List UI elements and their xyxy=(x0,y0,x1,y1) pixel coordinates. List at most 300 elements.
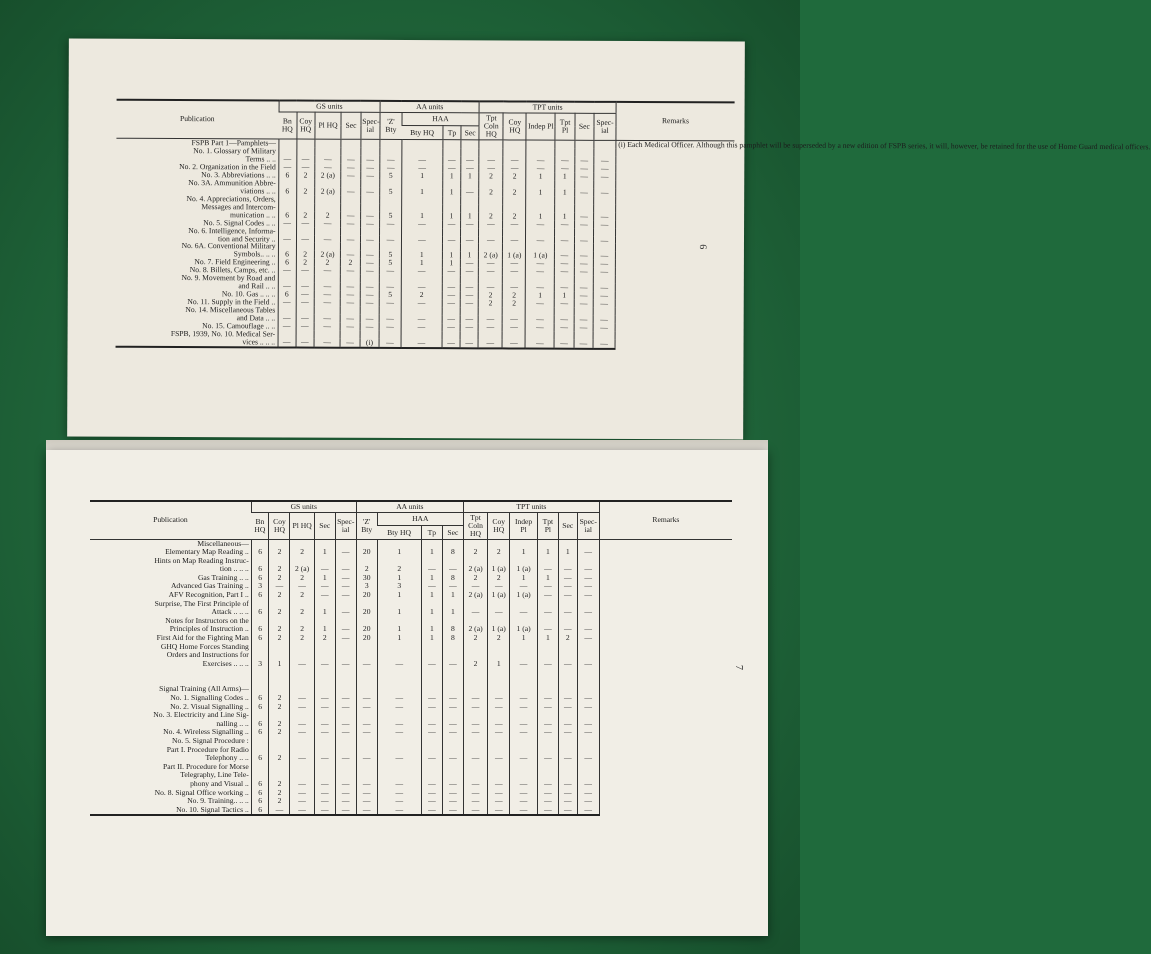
cell-value: — xyxy=(341,187,360,195)
remarks-cell: (i) Each Medical Officer. Although this pamphlet will be superseded by a new edition of FSPB series, it will, however, be retained for the use of Home Guard medical officers. xyxy=(615,140,735,349)
cell-value: 5 xyxy=(380,188,402,196)
cell-value: 6 xyxy=(251,703,269,712)
cell-value: 1 xyxy=(510,548,538,557)
cell-value: — xyxy=(442,780,463,789)
cell-value xyxy=(443,196,461,204)
cell-value: — xyxy=(290,703,314,712)
cell-value xyxy=(555,140,574,149)
cell-value: — xyxy=(577,797,599,806)
cell-value xyxy=(510,763,538,772)
cell-value: — xyxy=(314,797,335,806)
cell-value: — xyxy=(525,324,554,332)
cell-value: 1 xyxy=(402,188,443,196)
cell-value: — xyxy=(488,780,510,789)
cell-value: — xyxy=(335,806,356,815)
cell-value xyxy=(577,737,599,746)
publication-name: and Rail .. .. xyxy=(238,281,276,291)
cell-value: — xyxy=(537,582,558,591)
cell-value xyxy=(461,140,479,149)
publication-name: Part I. Procedure for Radio xyxy=(166,744,249,754)
cell-value: 1 xyxy=(314,625,335,634)
col-header-tpt: Sec xyxy=(558,512,577,539)
cell-value: 2 xyxy=(269,634,290,643)
cell-value xyxy=(537,668,558,677)
cell-value: — xyxy=(593,260,615,268)
publication-name: Terms .. .. xyxy=(245,154,276,164)
cell-value: — xyxy=(335,754,356,763)
cell-value xyxy=(461,196,479,204)
cell-value xyxy=(356,643,377,652)
cell-value: — xyxy=(290,797,314,806)
cell-value: — xyxy=(442,660,463,669)
cell-value: 2 xyxy=(269,728,290,737)
cell-value: — xyxy=(594,173,616,181)
cell-value: — xyxy=(290,754,314,763)
col-header-haa: Bty HQ xyxy=(377,526,421,539)
cell-value: — xyxy=(503,220,526,228)
cell-value: — xyxy=(335,797,356,806)
publication-name: No. 4. Wireless Signalling .. xyxy=(163,727,249,737)
cell-value: — xyxy=(460,315,478,323)
cell-value: 1 xyxy=(555,188,574,196)
cell-value: — xyxy=(443,164,461,172)
cell-value: 6 xyxy=(251,728,269,737)
cell-value: — xyxy=(421,660,442,669)
cell-value: — xyxy=(278,219,296,227)
cell-value: 1 xyxy=(421,625,442,634)
cell-value: — xyxy=(577,548,599,557)
cell-value: — xyxy=(479,284,503,292)
cell-value: — xyxy=(421,720,442,729)
cell-value: 2 xyxy=(296,187,314,195)
cell-value: 6 xyxy=(251,754,269,763)
cell-value: — xyxy=(296,163,314,171)
cell-value xyxy=(577,763,599,772)
cell-value: — xyxy=(296,339,314,348)
cell-value xyxy=(356,668,377,677)
cell-value: 1 xyxy=(526,292,555,300)
col-header-haa: Tp xyxy=(421,526,442,539)
cell-value: — xyxy=(479,220,503,228)
publication-name: No. 3. Abbreviations .. .. xyxy=(201,169,276,180)
cell-value: 1 xyxy=(443,172,461,180)
cell-value: 1 xyxy=(555,292,574,300)
cell-value: — xyxy=(341,219,360,227)
cell-value: — xyxy=(537,797,558,806)
col-header-tpt: Coy HQ xyxy=(503,113,526,140)
cell-value: — xyxy=(488,582,510,591)
cell-value xyxy=(442,763,463,772)
cell-value xyxy=(510,668,538,677)
cell-value: — xyxy=(558,625,577,634)
cell-value: 30 xyxy=(356,574,377,583)
cell-value: — xyxy=(341,291,360,299)
cell-value: — xyxy=(577,806,599,815)
cell-value: 3 xyxy=(251,660,269,669)
cell-value: — xyxy=(442,291,460,299)
publication-name: AFV Recognition, Part I .. xyxy=(168,589,249,599)
cell-value: — xyxy=(278,155,296,163)
cell-value: — xyxy=(442,797,463,806)
publication-name xyxy=(90,668,251,677)
cell-value: — xyxy=(537,660,558,669)
cell-value: — xyxy=(460,284,478,292)
cell-value: 2 xyxy=(269,754,290,763)
cell-value: — xyxy=(269,582,290,591)
cell-value: 2 xyxy=(314,259,341,267)
cell-value: — xyxy=(555,164,574,172)
cell-value xyxy=(290,668,314,677)
cell-value: — xyxy=(574,340,593,349)
publication-name: No. 14. Miscellaneous Tables xyxy=(185,305,276,315)
cell-value: 2 xyxy=(290,608,314,617)
cell-value: — xyxy=(421,789,442,798)
cell-value: 2 xyxy=(314,634,335,643)
cell-value: 3 xyxy=(377,582,421,591)
cell-value: 2 xyxy=(479,212,503,220)
publication-name: No. 5. Signal Procedure : xyxy=(172,736,249,746)
cell-value xyxy=(251,737,269,746)
cell-value: — xyxy=(502,340,525,349)
cell-value: 2 xyxy=(479,172,503,180)
cell-value: — xyxy=(478,323,502,331)
cell-value xyxy=(377,643,421,652)
cell-value xyxy=(421,737,442,746)
cell-value: 2 xyxy=(269,625,290,634)
cell-value: — xyxy=(593,316,615,324)
cell-value: 2 xyxy=(558,634,577,643)
cell-value: — xyxy=(558,728,577,737)
cell-value: 2 xyxy=(478,292,502,300)
cell-value: — xyxy=(360,251,379,259)
cell-value xyxy=(269,763,290,772)
cell-value: — xyxy=(314,582,335,591)
cell-value: — xyxy=(442,283,460,291)
cell-value: — xyxy=(442,728,463,737)
cell-value: — xyxy=(380,219,402,227)
cell-value: — xyxy=(537,720,558,729)
cell-value: — xyxy=(503,236,526,244)
cell-value xyxy=(488,763,510,772)
publication-name: Attack .. .. .. xyxy=(211,607,249,617)
cell-value xyxy=(537,763,558,772)
cell-value: 2 xyxy=(503,172,526,180)
cell-value: 2 xyxy=(463,660,487,669)
distribution-table-bottom xyxy=(90,500,732,816)
cell-value: — xyxy=(356,703,377,712)
col-header-gs: Bn HQ xyxy=(251,512,269,539)
cell-value: — xyxy=(314,754,335,763)
cell-value: — xyxy=(460,299,478,307)
cell-value xyxy=(290,763,314,772)
cell-value xyxy=(314,195,341,203)
cell-value: — xyxy=(379,315,401,323)
cell-value: — xyxy=(593,300,615,308)
cell-value xyxy=(537,643,558,652)
cell-value: 2 xyxy=(463,634,487,643)
cell-value: 2 xyxy=(290,634,314,643)
cell-value: 2 xyxy=(290,574,314,583)
cell-value: — xyxy=(510,806,538,815)
cell-value: 1 (a) xyxy=(488,625,510,634)
cell-value: 2 xyxy=(356,565,377,574)
cell-value: — xyxy=(594,189,616,197)
cell-value: — xyxy=(463,806,487,815)
cell-value xyxy=(510,643,538,652)
cell-value: — xyxy=(356,789,377,798)
cell-value: — xyxy=(577,565,599,574)
cell-value: 2 xyxy=(296,211,314,219)
cell-value: 1 xyxy=(269,660,290,669)
cell-value: 1 xyxy=(377,574,421,583)
cell-value: 1 xyxy=(526,188,555,196)
cell-value: — xyxy=(442,323,460,331)
cell-value xyxy=(463,643,487,652)
cell-value: — xyxy=(558,694,577,703)
cell-value: — xyxy=(463,694,487,703)
cell-value xyxy=(421,643,442,652)
cell-value: 2 xyxy=(296,171,314,179)
col-header-gs: Pl HQ xyxy=(315,112,342,139)
cell-value: — xyxy=(537,565,558,574)
cell-value xyxy=(575,140,594,149)
publication-name: No. 1. Glossary of Military xyxy=(193,145,276,156)
cell-value: — xyxy=(442,565,463,574)
cell-value: — xyxy=(574,324,593,332)
cell-value: — xyxy=(377,720,421,729)
cell-value: 2 (a) xyxy=(479,252,503,260)
cell-value: 2 xyxy=(314,211,341,219)
cell-value: — xyxy=(401,220,442,228)
cell-value: 2 xyxy=(269,789,290,798)
cell-value: 1 xyxy=(377,608,421,617)
cell-value: — xyxy=(479,236,503,244)
col-header-tpt: Indep Pl xyxy=(510,512,538,539)
cell-value xyxy=(290,643,314,652)
cell-value: — xyxy=(335,634,356,643)
cell-value xyxy=(503,140,526,149)
cell-value: — xyxy=(356,694,377,703)
cell-value: 6 xyxy=(251,591,269,600)
cell-value: — xyxy=(314,703,335,712)
cell-value: — xyxy=(558,797,577,806)
publication-name: Messages and Intercom- xyxy=(201,201,276,212)
cell-value: — xyxy=(360,259,379,267)
cell-value: — xyxy=(510,608,538,617)
publication-name: No. 10. Gas .. .. .. xyxy=(221,289,276,299)
cell-value xyxy=(463,763,487,772)
cell-value: — xyxy=(341,251,360,259)
cell-value xyxy=(537,677,558,686)
publication-name: Exercises .. .. .. xyxy=(202,658,249,668)
cell-value: — xyxy=(314,565,335,574)
cell-value xyxy=(488,737,510,746)
publication-name: vices .. .. .. xyxy=(116,338,278,348)
publication-name: No. 11. Supply in the Field .. xyxy=(187,297,276,307)
publication-name: No. 9. Movement by Road and xyxy=(181,273,276,283)
remarks-cell xyxy=(599,539,732,814)
cell-value: — xyxy=(510,754,538,763)
publication-name: No. 9. Training.. .. .. xyxy=(187,796,249,806)
cell-value: — xyxy=(335,660,356,669)
publication-name: Signal Training (All Arms)— xyxy=(159,684,249,694)
cell-value: — xyxy=(335,565,356,574)
publication-name: Principles of Instruction .. xyxy=(169,624,249,634)
cell-value: — xyxy=(577,703,599,712)
cell-value: — xyxy=(574,268,593,276)
cell-value: — xyxy=(463,720,487,729)
cell-value: — xyxy=(460,260,478,268)
publication-name: No. 8. Billets, Camps, etc. .. xyxy=(189,265,276,275)
cell-value: 6 xyxy=(251,789,269,798)
cell-value: 1 xyxy=(377,634,421,643)
cell-value: — xyxy=(479,260,503,268)
cell-value xyxy=(314,737,335,746)
publication-name: viations .. .. xyxy=(240,185,276,196)
cell-value: 2 xyxy=(478,300,502,308)
cell-value: — xyxy=(296,283,314,291)
col-header-gs: Bn HQ xyxy=(278,112,296,139)
col-header-remarks: Remarks xyxy=(599,501,732,539)
cell-value: 2 (a) xyxy=(315,171,342,179)
cell-value: — xyxy=(479,164,503,172)
cell-value: 2 xyxy=(290,625,314,634)
cell-value: — xyxy=(463,754,487,763)
publication-name: Miscellaneous— xyxy=(197,538,249,548)
cell-value: — xyxy=(574,260,593,268)
cell-value: 1 (a) xyxy=(510,565,538,574)
cell-value: — xyxy=(510,780,538,789)
cell-value: 1 xyxy=(401,212,442,220)
publication-name: Orders and Instructions for xyxy=(166,650,249,660)
cell-value: — xyxy=(537,608,558,617)
cell-value: — xyxy=(379,339,401,348)
cell-value: — xyxy=(574,300,593,308)
cell-value: — xyxy=(278,315,296,323)
cell-value: — xyxy=(463,608,487,617)
cell-value: — xyxy=(555,300,574,308)
cell-value: — xyxy=(335,720,356,729)
cell-value: 6 xyxy=(278,251,296,259)
cell-value: — xyxy=(577,634,599,643)
col-header-gs: Pl HQ xyxy=(290,512,314,539)
cell-value xyxy=(558,677,577,686)
col-header-tpt: Tpt Pl xyxy=(555,113,574,140)
col-header-gs: Spec-ial xyxy=(335,512,356,539)
col-header-haa: Sec xyxy=(442,526,463,539)
publication-name: No. 10. Signal Tactics .. xyxy=(90,806,251,815)
cell-value xyxy=(479,140,503,149)
cell-value: 6 xyxy=(251,797,269,806)
col-header-z-bty: 'Z' Bty xyxy=(380,112,402,139)
cell-value: — xyxy=(356,797,377,806)
cell-value: — xyxy=(537,694,558,703)
cell-value: — xyxy=(460,339,478,348)
cell-value xyxy=(526,140,555,149)
cell-value: — xyxy=(296,323,314,331)
cell-value: — xyxy=(360,235,379,243)
cell-value: 1 xyxy=(537,634,558,643)
cell-value: — xyxy=(510,789,538,798)
cell-value: — xyxy=(510,660,538,669)
cell-value: — xyxy=(335,703,356,712)
cell-value: — xyxy=(594,157,616,165)
cell-value: 20 xyxy=(356,548,377,557)
cell-value xyxy=(488,668,510,677)
cell-value: (i) xyxy=(360,339,379,348)
cell-value: — xyxy=(555,156,574,164)
col-header-tpt: Tpt Coln HQ xyxy=(463,512,487,539)
cell-value: — xyxy=(503,284,526,292)
cell-value: — xyxy=(503,156,526,164)
cell-value: 1 xyxy=(314,608,335,617)
col-header-publication: Publication xyxy=(116,100,278,139)
cell-value: — xyxy=(360,211,379,219)
cell-value: — xyxy=(593,284,615,292)
cell-value: 2 xyxy=(503,292,526,300)
cell-value xyxy=(315,139,342,148)
cell-value: — xyxy=(577,789,599,798)
cell-value: — xyxy=(577,574,599,583)
cell-value: 20 xyxy=(356,591,377,600)
cell-value: 6 xyxy=(251,634,269,643)
cell-value xyxy=(335,763,356,772)
cell-value: — xyxy=(558,754,577,763)
col-header-haa: Bty HQ xyxy=(402,126,443,140)
cell-value xyxy=(314,643,335,652)
cell-value: 2 xyxy=(503,188,526,196)
publication-name: No. 4. Appreciations, Orders, xyxy=(186,193,276,204)
cell-value: — xyxy=(314,235,341,243)
cell-value: — xyxy=(278,283,296,291)
group-header-tpt: TPT units xyxy=(479,101,616,113)
publication-name: No. 6. Intelligence, Informa- xyxy=(188,225,276,235)
cell-value: 6 xyxy=(251,548,269,557)
cell-value: — xyxy=(290,694,314,703)
cell-value: — xyxy=(558,591,577,600)
cell-value: 8 xyxy=(442,548,463,557)
publication-name: phony and Visual .. xyxy=(190,779,249,788)
cell-value: — xyxy=(314,728,335,737)
cell-value: — xyxy=(379,299,401,307)
cell-value: — xyxy=(335,694,356,703)
publication-name: No. 2. Organization in the Field xyxy=(179,161,276,172)
cell-value: — xyxy=(555,268,574,276)
cell-value: — xyxy=(296,299,314,307)
cell-value: 2 xyxy=(503,212,526,220)
cell-value: 2 xyxy=(296,251,314,259)
cell-value: — xyxy=(442,754,463,763)
cell-value: — xyxy=(443,156,461,164)
group-header-aa: AA units xyxy=(380,101,479,113)
cell-value xyxy=(269,668,290,677)
cell-value: — xyxy=(510,728,538,737)
cell-value: — xyxy=(526,268,555,276)
cell-value: 8 xyxy=(442,625,463,634)
cell-value: 2 xyxy=(479,188,503,196)
col-header-z-bty: 'Z' Bty xyxy=(356,512,377,539)
cell-value: — xyxy=(442,789,463,798)
cell-value: — xyxy=(461,236,479,244)
col-header-gs: Spec-ial xyxy=(361,112,380,139)
cell-value: 6 xyxy=(251,574,269,583)
group-header-tpt: TPT units xyxy=(463,501,599,512)
cell-value: — xyxy=(401,235,442,243)
cell-value xyxy=(314,763,335,772)
cell-value: 5 xyxy=(380,211,402,219)
cell-value xyxy=(335,643,356,652)
cell-value: — xyxy=(442,236,460,244)
